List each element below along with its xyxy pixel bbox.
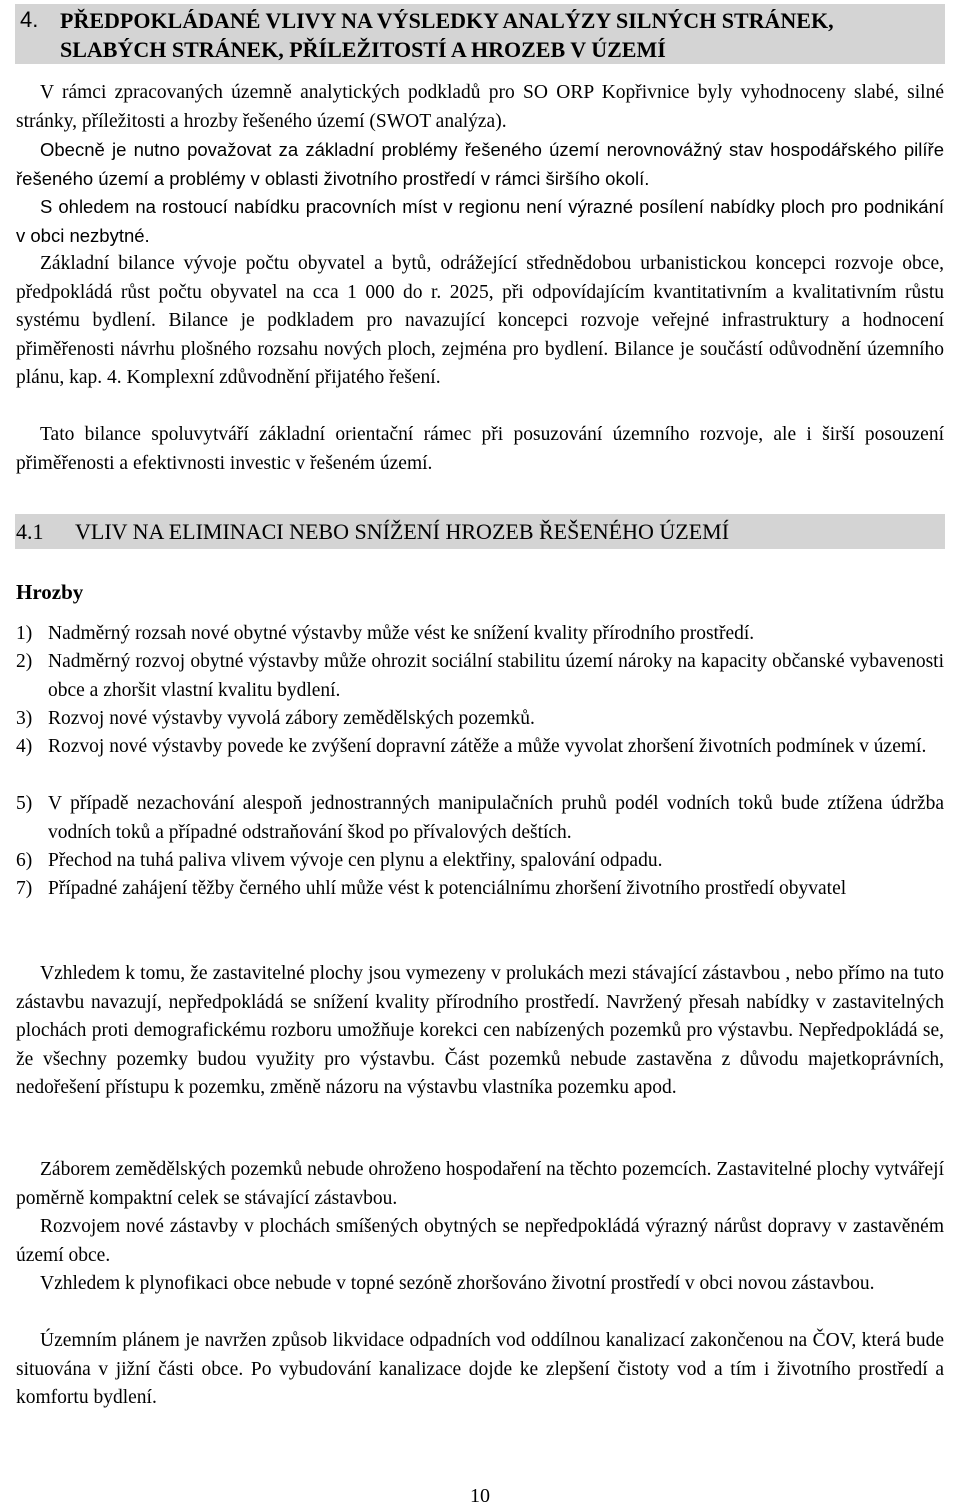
- threat-number: 2): [16, 651, 33, 672]
- threat-item: [16, 648, 944, 705]
- conclusion-paragraph-2: Záborem zemědělských pozemků nebude ohroženo hospodaření na těchto pozemcích. Zastavitelné plochy vytvářejí poměrně kompaktní celek se stávající zástavbou.: [16, 1159, 944, 1209]
- threat-number: 1): [16, 623, 33, 644]
- section-number: 4.1: [16, 519, 44, 544]
- threat-text: Případné zahájení těžby černého uhlí může vést k potenciálnímu zhoršení životního prostředí obyvatel: [48, 878, 847, 899]
- threat-number: 7): [16, 878, 33, 899]
- threat-item: [16, 847, 944, 876]
- threat-text: Rozvoj nové výstavby vyvolá zábory zemědělských pozemků.: [48, 708, 535, 729]
- threat-item: [16, 733, 944, 762]
- threat-text: Nadměrný rozvoj obytné výstavby může ohrozit sociální stabilitu území nároky na kapacity občanské vybavenosti obce a zhoršit vlastní kvalitu bydlení.: [48, 651, 944, 701]
- threats-heading: Hrozby: [16, 580, 84, 604]
- threat-item: [16, 620, 944, 649]
- intro-paragraph-4: Základní bilance vývoje počtu obyvatel a bytů, odrážející střednědobou urbanistickou koncepci rozvoje obce, předpokládá růst počtu obyvatel na cca 1 000 do r. 2025, při odpovídajícím kvantitativním a kvalitativním růstu systému bydlení. Bilance je podkladem pro navazující koncepci rozvoje veřejné infrastruktury a hodnocení přiměřenosti návrhu plošného rozsahu nových ploch, zejména pro bydlení. Bilance je součástí odůvodnění územního plánu, kap. 4. Komplexní zdůvodnění přijatého řešení.: [16, 253, 944, 388]
- conclusion-paragraph-3: Rozvojem nové zástavby v plochách smíšených obytných se nepředpokládá výrazný nárůst dopravy v zastavěném území obce.: [16, 1216, 944, 1266]
- section-title: VLIV NA ELIMINACI NEBO SNÍŽENÍ HROZEB ŘEŠENÉHO ÚZEMÍ: [75, 519, 730, 544]
- threat-number: 5): [16, 793, 33, 814]
- threat-number: 6): [16, 850, 33, 871]
- conclusion-paragraph-4: Vzhledem k plynofikaci obce nebude v topné sezóně zhoršováno životní prostředí v obci novou zástavbou.: [40, 1273, 875, 1294]
- threat-text: Rozvoj nové výstavby povede ke zvýšení dopravní zátěže a může vyvolat zhoršení životních podmínek v území.: [48, 736, 927, 757]
- threat-text: Přechod na tuhá paliva vlivem vývoje cen plynu a elektřiny, spalování odpadu.: [48, 850, 663, 871]
- chapter-number: 4.: [20, 7, 39, 32]
- intro-paragraph-2: Obecně je nutno považovat za základní problémy řešeného území nerovnovážný stav hospodářského pilíře řešeného území a problémy v oblasti životního prostředí v rámci širšího okolí.: [16, 139, 944, 189]
- intro-paragraph-5: Tato bilance spoluvytváří základní orientační rámec při posuzování územního rozvoje, ale i širší posouzení přiměřenosti a efektivnosti investic v řešeném území.: [16, 424, 944, 474]
- page-number: 10: [470, 1485, 490, 1507]
- chapter-title: PŘEDPOKLÁDANÉ VLIVY NA VÝSLEDKY ANALÝZY SILNÝCH STRÁNEK, SLABÝCH STRÁNEK, PŘÍLEŽITOSTÍ A HROZEB V ÚZEMÍ: [60, 8, 834, 62]
- threat-item: [16, 875, 944, 904]
- threat-number: 4): [16, 736, 33, 757]
- threat-item: [16, 705, 944, 734]
- intro-paragraph-3: S ohledem na rostoucí nabídku pracovních míst v regionu není výrazné posílení nabídky ploch pro podnikání v obci nezbytné.: [16, 196, 944, 246]
- threat-number: 3): [16, 708, 33, 729]
- conclusion-paragraph-5: Územním plánem je navržen způsob likvidace odpadních vod oddílnou kanalizací zakončenou na ČOV, která bude situována v jižní části obce. Po vybudování kanalizace dojde ke zlepšení čistoty vod a tím i životního prostředí a komfortu bydlení.: [16, 1330, 944, 1408]
- threat-text: Nadměrný rozsah nové obytné výstavby může vést ke snížení kvality přírodního prostředí.: [48, 623, 755, 644]
- threat-text: V případě nezachování alespoň jednostranných manipulačních pruhů podél vodních toků bude ztížena údržba vodních toků a případné odstraňování škod po přívalových deštích.: [48, 793, 944, 843]
- intro-paragraph-1: V rámci zpracovaných územně analytických podkladů pro SO ORP Kopřivnice byly vyhodnoceny slabé, silné stránky, příležitosti a hrozby řešeného území (SWOT analýza).: [16, 82, 944, 132]
- conclusion-paragraph-1: Vzhledem k tomu, že zastavitelné plochy jsou vymezeny v prolukách mezi stávající zástavbou , nebo přímo na tuto zástavbu navazují, nepředpokládá se snížení kvality přírodního prostředí. Navržený přesah nabídky v zastavitelných plochách proti demografickému rozboru umožňuje korekci cen nabízených pozemků pro výstavbu. Nepředpokládá se, že všechny pozemky budou využity pro výstavbu. Část pozemků nebude zastavěna z důvodu majetkoprávních, nedořešení přístupu k pozemku, změně názoru na výstavbu vlastníka pozemku apod.: [16, 963, 944, 1098]
- threat-item: [16, 790, 944, 847]
